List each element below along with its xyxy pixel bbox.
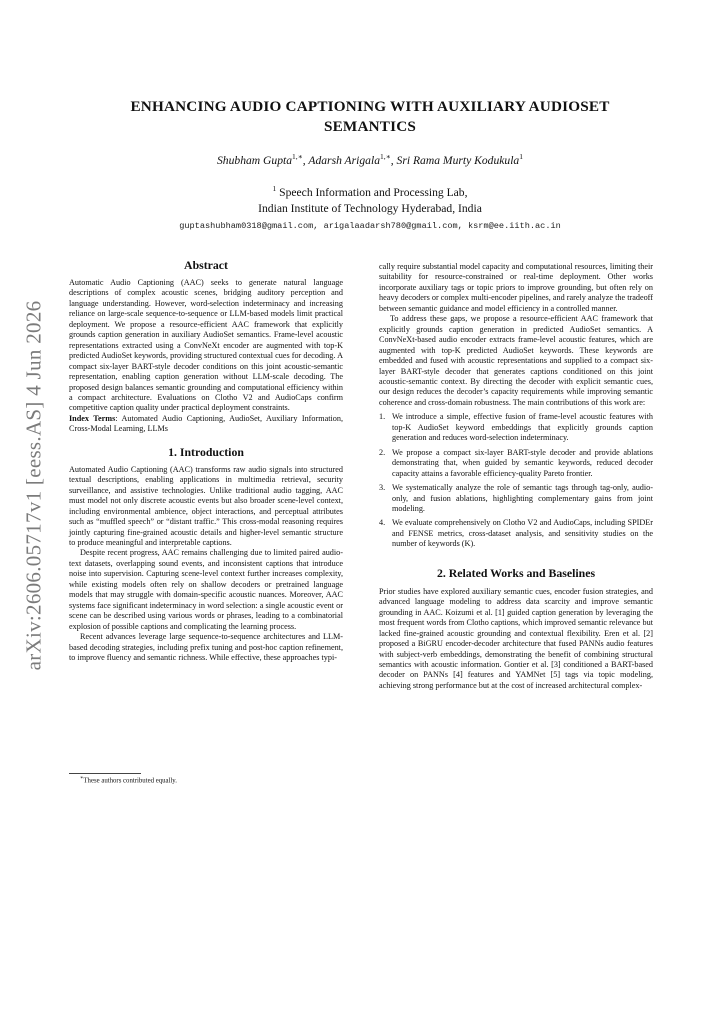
abstract-text: Automatic Audio Captioning (AAC) seeks to generate natural language descriptions of complex acoustic scenes, bridging auditory perception and language understanding. However, word-selection indeterminacy and increasing reliance on large-scale sequence-to-sequence or LLM-based models limit practical deployment. We propose a resource-efficient AAC framework that explicitly grounds caption generation in auxiliary AudioSet semantics. Frame-level acoustic representations extracted using a ConvNeXt encoder are augmented with top-K predicted AudioSet keywords, providing structured contextual cues for decoding. A compact six-layer BART-style decoder conditions on this joint acoustic-semantic representation, enabling caption generation without LLM-scale decoding. The proposed design balances semantic grounding and computational efficiency within a compact architecture. Evaluations on Clotho V2 and AudioCaps confirm competitive caption quality under practical deployment constraints. <box>69 278 343 413</box>
author-list: Shubham Gupta$^{1,∗}$, Adarsh Arigala$^{1,∗}$, Sri Rama Murty Kodukula$^1$ <box>217 152 523 167</box>
title-line-1: ENHANCING AUDIO CAPTIONING WITH AUXILIARY AUDIOSET <box>130 98 610 115</box>
contribution-item <box>379 412 653 443</box>
abstract-heading: Abstract <box>184 258 228 272</box>
footnote <box>80 775 177 784</box>
contribution-item <box>379 518 653 549</box>
author-name: Sri Rama Murty Kodukula <box>396 153 520 167</box>
intro-paragraph: Despite recent progress, AAC remains challenging due to limited paired audio-text datasets, overlapping sound events, and inconsistent captions that introduce noise into supervision. Capturing scene-level context further increases complexity, while existing models often rely on shallow decoders or pretrained language models that may struggle with domain-specific acoustic nuances. Moreover, AAC systems face significant indeterminacy in word selection: a single acoustic event or scene can be described using various words or phrases, leading to a combinatorial explosion of possible captions and complicating the learning process. <box>69 548 343 631</box>
contribution-text: We systematically analyze the role of semantic tags through tag-only, audio-only, and fusion ablations, highlighting complementary gains from joint modeling. <box>392 483 653 513</box>
author-mark: 1 <box>519 152 523 161</box>
author-emails: guptashubham0318@gmail.com, arigalaadarsh780@gmail.com, ksrm@ee.iith.ac.in <box>179 221 561 231</box>
contributions-list <box>379 412 653 549</box>
footnote-mark: ∗ <box>80 776 84 781</box>
contribution-text: We propose a compact six-layer BART-style decoder and provide ablations demonstrating that, when guided by semantic keywords, reduced decoder capacity attains a favorable efficiency-quality Pareto frontier. <box>392 447 653 478</box>
affiliation-lab: Speech Information and Processing Lab, <box>279 185 468 199</box>
contribution-number: 3. <box>379 483 386 493</box>
index-terms <box>69 414 343 435</box>
index-terms-label: Index Terms <box>69 413 116 423</box>
contribution-number: 1. <box>379 412 386 422</box>
contribution-text: We evaluate comprehensively on Clotho V2 and AudioCaps, including SPIDEr and FENSE metrics, cross-dataset analysis, and sensitivity studies on the number of keywords (K). <box>392 518 653 549</box>
arxiv-identifier <box>18 295 50 675</box>
contribution-item <box>379 483 653 514</box>
contribution-text: We introduce a simple, effective fusion of frame-level acoustic features with top-K AudioSet keyword embeddings that explicitly grounds caption generation and reduces word-selection indeterminacy. <box>392 412 653 443</box>
arxiv-identifier-text: arXiv:2606.05717v1 [eess.AS] 4 Jun 2026 <box>21 300 46 670</box>
author-mark: 1,∗ <box>292 152 303 161</box>
intro-paragraph: Recent advances leverage large sequence-to-sequence architectures and LLM-based decoding strategies, including prefix tuning and post-hoc caption refinement, to improve fluency and semantic richness. While effective, these approaches typi- <box>69 632 343 662</box>
index-terms-text: : Automated Audio Captioning, AudioSet, Auxiliary Information, Cross-Modal Learning, LLMs <box>69 413 344 434</box>
footnote-text: These authors contributed equally. <box>83 777 177 785</box>
affiliation-mark: 1 <box>272 184 277 193</box>
introduction-heading: 1. Introduction <box>168 444 244 459</box>
left-column <box>69 258 343 663</box>
author-mark: 1,∗ <box>380 152 391 161</box>
footnote-divider <box>69 773 141 774</box>
contribution-number: 2. <box>379 447 386 457</box>
intro-continuation-paragraph: cally require substantial model capacity and computational resources, limiting their suitability for resource-constrained or real-time deployment. Other works incorporate auxiliary tags or topic priors to improve grounding, but often rely on heavy decoders or complex multi-encoder pipelines, and rarely analyze the tradeoff between semantic guidance and model efficiency in a controlled manner. <box>379 262 653 313</box>
intro-paragraph: Automated Audio Captioning (AAC) transforms raw audio signals into structured textual descriptions, enabling applications in multimedia retrieval, security surveillance, and assistive technologies. Unlike traditional audio tagging, AAC must model not only discrete acoustic events but also broader scene-level context, including environmental ambience, object interactions, and perceptual attributes such as “muffled speech” or “distant traffic.” This cross-modal reasoning requires jointly capturing fine-grained acoustic details and higher-level semantic structure to produce meaningful and interpretable captions. <box>69 464 343 547</box>
affiliation <box>80 181 660 217</box>
related-works-paragraph: Prior studies have explored auxiliary semantic cues, encoder fusion strategies, and advanced language modeling to address data scarcity and improve semantic grounding in AAC. Koizumi et al. [1] guided caption generation by leveraging the most frequent words from Clotho captions, which improved semantic relevance but lacked fine-grained acoustic grounding and contextual flexibility. Eren et al. [2] proposed a BiGRU encoder-decoder architecture that fused PANNs audio features with subject-verb embeddings, demonstrating the benefit of combining structural semantics with acoustic information. Gontier et al. [3] conditioned a BART-based decoder on PANNs [4] features and YAMNet [5] tags via topic modeling, achieving strong performance but at the cost of increased architectural complex- <box>379 586 653 690</box>
author-name: Shubham Gupta <box>217 153 293 167</box>
paper-title <box>80 97 660 137</box>
title-line-2: SEMANTICS <box>323 118 417 135</box>
author-name: Adarsh Arigala <box>308 153 380 167</box>
related-works-heading: 2. Related Works and Baselines <box>436 565 596 580</box>
right-column <box>379 262 653 691</box>
intro-continuation-paragraph: To address these gaps, we propose a resource-efficient AAC framework that explicitly grounds caption generation in predicted AudioSet semantics. A ConvNeXt-based audio encoder extracts frame-level acoustic features, which are augmented with top-K predicted AudioSet keywords. These keywords are embedded and fused with acoustic representations and supplied to a compact six-layer BART-style decoder that generates captions conditioned on this joint acoustic-semantic context. By directing the decoder with explicit semantic cues, our design reduces the decoder’s capacity requirements while improving semantic coherence and cross-domain robustness. The main contributions of this work are: <box>379 314 653 407</box>
affiliation-institute: Indian Institute of Technology Hyderabad, India <box>258 201 482 215</box>
contribution-number: 4. <box>379 518 386 528</box>
contribution-item <box>379 448 653 479</box>
